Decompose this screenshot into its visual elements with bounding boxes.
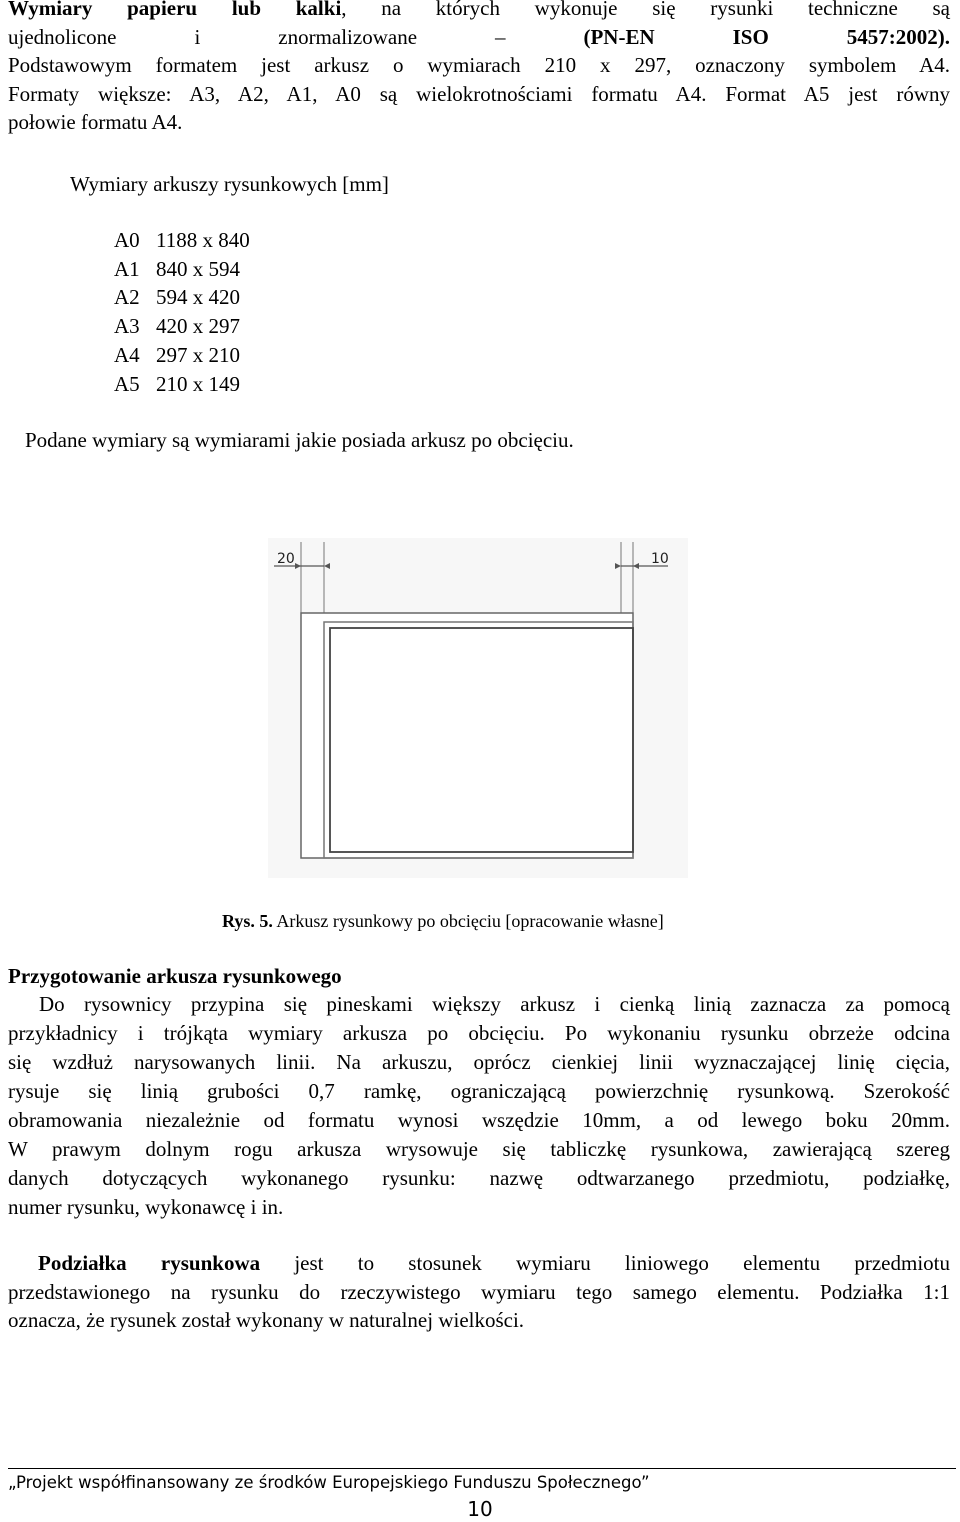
format-dims: 297 x 210 (156, 342, 240, 367)
table-note: Podane wymiary są wymiarami jakie posiada arkusz po obcięciu. (25, 428, 574, 452)
format-code: A2 (114, 285, 140, 310)
table-row (114, 370, 250, 399)
left-dimension-label: 20 (277, 551, 295, 567)
scale-line-1-text: jest to stosunek wymiaru liniowego elementu przedmiotu (260, 1251, 950, 1275)
format-dims: 840 x 594 (156, 256, 240, 281)
intro-line-1-text: , na których wykonuje się rysunki techniczne są (341, 0, 950, 20)
format-dims: 210 x 149 (156, 371, 240, 396)
format-dims: 420 x 297 (156, 314, 240, 339)
intro-paragraph (8, 0, 950, 137)
intro-line-1 (8, 0, 950, 23)
table-row (114, 255, 250, 284)
format-code: A5 (114, 371, 140, 396)
paragraph-line: W prawym dolnym rogu arkusza wrysowuje się tabliczkę rysunkowa, zawierającą szereg (8, 1137, 950, 1161)
footer-divider (8, 1468, 956, 1469)
paragraph-line: numer rysunku, wykonawcę i in. (8, 1195, 284, 1219)
paragraph-line: rysuje się linią grubości 0,7 ramkę, ograniczającą powierzchnię rysunkową. Szerokość (8, 1079, 950, 1103)
table-row (114, 312, 250, 341)
figure-caption (222, 908, 664, 934)
intro-line-2 (8, 23, 950, 52)
section-paragraph (8, 990, 950, 1222)
paragraph-line: danych dotyczących wykonanego rysunku: nazwę odtwarzanego przedmiotu, podziałkę, (8, 1166, 950, 1190)
table-row (114, 341, 250, 370)
format-code: A0 (114, 228, 140, 252)
paragraph-line: się wzdłuż narysowanych linii. Na arkuszu, oprócz cienkiej linii wyznaczającej linię cięcia, (8, 1050, 950, 1074)
format-code: A3 (114, 314, 140, 339)
paragraph-line: Do rysownicy przypina się pineskami większy arkusz i cienką linią zaznacza za pomocą (39, 992, 950, 1016)
footer-text: „Projekt współfinansowany ze środków Europejskiego Funduszu Społecznego” (8, 1473, 650, 1492)
paragraph-line: obramowania niezależnie od formatu wynosi wszędzie 10mm, a od lewego boku 20mm. (8, 1108, 950, 1132)
page-number: 10 (467, 1497, 493, 1521)
table-title: Wymiary arkuszy rysunkowych [mm] (70, 172, 389, 196)
standard-reference: (PN-EN ISO 5457:2002). (583, 24, 950, 49)
sheet-figure (268, 538, 688, 878)
paragraph-line (8, 1249, 950, 1278)
dimensions-table (114, 226, 250, 398)
format-code: A1 (114, 256, 140, 281)
right-dimension-label: 10 (651, 551, 669, 567)
format-dims: 594 x 420 (156, 285, 240, 310)
paragraph-line: oznacza, że rysunek został wykonany w naturalnej wielkości. (8, 1308, 525, 1333)
caption-label: Rys. 5. (222, 911, 273, 931)
intro-line-2-text: ujednolicone i znormalizowane – (8, 24, 584, 49)
sheet-diagram (268, 538, 688, 878)
scale-paragraph (8, 1249, 950, 1335)
paragraph-line: przedstawionego na rysunku do rzeczywistego wymiaru tego samego elementu. Podziałka 1:1 (8, 1279, 950, 1304)
sheet-outline (301, 613, 633, 858)
intro-line-4: Formaty większe: A3, A2, A1, A0 są wielokrotnościami formatu A4. Format A5 jest równy (8, 81, 950, 106)
section-heading: Przygotowanie arkusza rysunkowego (8, 964, 342, 988)
paragraph-line: przykładnicy i trójkąta wymiary arkusza po obcięciu. Po wykonaniu rysunku obrzeże odcina (8, 1021, 950, 1045)
intro-bold-lead: Wymiary papieru lub kalki (8, 0, 342, 20)
table-row (114, 226, 250, 255)
intro-line-3: Podstawowym formatem jest arkusz o wymiarach 210 x 297, oznaczony symbolem A4. (8, 53, 950, 77)
caption-text: Arkusz rysunkowy po obcięciu [opracowanie własne] (272, 911, 664, 931)
scale-term: Podziałka rysunkowa (38, 1251, 261, 1275)
format-dims: 1188 x 840 (156, 228, 250, 252)
table-row (114, 283, 250, 312)
format-code: A4 (114, 342, 140, 367)
intro-line-5: połowie formatu A4. (8, 110, 183, 134)
